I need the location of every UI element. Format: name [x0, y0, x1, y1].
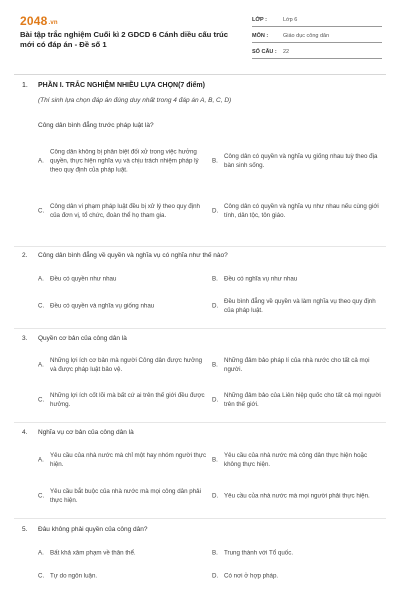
- site-logo[interactable]: [20, 14, 58, 28]
- option-text: Yêu cầu của nhà nước mà chỉ một hay nhóm người thực hiện.: [50, 452, 207, 468]
- question-text: Quyền cơ bản của công dân là: [38, 335, 127, 342]
- section-title-text: PHẦN I. TRẮC NGHIỆM NHIỀU LỰA CHỌN(7 điểm): [38, 82, 205, 89]
- option-c[interactable]: [38, 295, 213, 317]
- question-text: Nghĩa vụ cơ bản của công dân là: [38, 429, 134, 436]
- option-c[interactable]: [38, 192, 213, 230]
- option-text: Những đảm bảo của Liên hiệp quốc cho tất cả mọi người trên thế giới.: [224, 392, 381, 408]
- option-d[interactable]: [212, 389, 387, 411]
- option-b[interactable]: [212, 449, 387, 471]
- option-letter: D.: [212, 302, 219, 310]
- option-letter: B.: [212, 157, 218, 165]
- option-text: Yêu cầu của nhà nước mà mọi người phải thực hiện.: [224, 492, 370, 500]
- info-value: 22: [283, 49, 290, 55]
- question-separator: [14, 422, 386, 423]
- option-letter: B.: [212, 275, 218, 283]
- info-label: MÔN :: [252, 33, 269, 39]
- option-d[interactable]: [212, 192, 387, 230]
- option-a[interactable]: [38, 138, 213, 184]
- option-b[interactable]: [212, 547, 387, 559]
- question-number: 5.: [22, 526, 28, 533]
- question-separator: [14, 246, 386, 247]
- option-letter: A.: [38, 549, 44, 557]
- question-separator: [14, 518, 386, 519]
- option-text: Công dân có quyền và nghĩa vụ giống nhau tuỳ theo địa bàn sinh sống.: [224, 153, 378, 169]
- option-letter: B.: [212, 361, 218, 369]
- option-text: Yêu cầu của nhà nước mà công dân thực hiện hoặc không thực hiện.: [224, 452, 368, 468]
- option-text: Những lợi ích cơ bản mà người Công dân được hưởng và được pháp luật bảo vệ.: [50, 357, 203, 373]
- question-number: 2.: [22, 252, 28, 259]
- info-row-subject: [252, 30, 382, 43]
- option-letter: A.: [38, 456, 44, 464]
- option-c[interactable]: [38, 389, 213, 411]
- option-d[interactable]: [212, 570, 387, 582]
- option-text: Bất khả xâm phạm về thân thể.: [50, 549, 136, 557]
- question-text: Đâu không phải quyền của công dân?: [38, 526, 148, 533]
- option-text: Công dân vi phạm pháp luật đều bị xử lý theo quy định của đơn vị, tổ chức, đoàn thể họ tham gia.: [50, 203, 200, 219]
- option-letter: A.: [38, 275, 44, 283]
- question-number: 3.: [22, 335, 28, 342]
- option-text: Trung thành với Tổ quốc.: [224, 549, 294, 557]
- header: [0, 0, 400, 72]
- option-letter: A.: [38, 361, 44, 369]
- option-d[interactable]: [212, 485, 387, 507]
- info-row-count: [252, 46, 382, 59]
- logo-suffix: .vn: [48, 20, 58, 26]
- option-text: Đều có quyền và nghĩa vụ giống nhau: [50, 302, 155, 310]
- option-letter: C.: [38, 492, 45, 500]
- option-a[interactable]: [38, 354, 213, 376]
- option-b[interactable]: [212, 138, 387, 184]
- document-title: Bài tập trắc nghiệm Cuối kì 2 GDCD 6 Cánh diều cấu trúc mới có đáp án - Đề số 1: [20, 30, 229, 49]
- option-letter: D.: [212, 572, 219, 580]
- section-title: [22, 82, 205, 89]
- question-text: Công dân bình đẳng trước pháp luật là?: [38, 122, 154, 129]
- question-text: Công dân bình đẳng về quyền và nghĩa vụ có nghĩa như thế nào?: [38, 252, 228, 259]
- info-value: Lớp 6: [283, 17, 298, 23]
- option-letter: D.: [212, 207, 219, 215]
- option-text: Công dân không bị phân biệt đối xử trong việc hưởng quyền, thực hiện nghĩa vụ và chịu trách nhiệm pháp lý theo quy định của pháp luật.: [50, 148, 199, 174]
- option-letter: B.: [212, 456, 218, 464]
- info-panel: [252, 14, 382, 62]
- option-letter: C.: [38, 302, 45, 310]
- info-label: LỚP :: [252, 17, 267, 23]
- option-letter: C.: [38, 207, 45, 215]
- section-instruction: (Thí sinh lựa chọn đáp án đúng duy nhất trong 4 đáp án A, B, C, D): [38, 97, 232, 104]
- info-row-class: [252, 14, 382, 27]
- option-d[interactable]: [212, 295, 387, 317]
- option-text: Có nơi ở hợp pháp.: [224, 572, 279, 580]
- info-value: Giáo dục công dân: [283, 33, 330, 39]
- question-number: 4.: [22, 429, 28, 436]
- option-a[interactable]: [38, 273, 213, 285]
- option-letter: A.: [38, 157, 44, 165]
- option-b[interactable]: [212, 273, 387, 285]
- option-text: Đều bình đẳng về quyền và làm nghĩa vụ theo quy định của pháp luật.: [224, 298, 376, 314]
- option-text: Yêu cầu bắt buộc của nhà nước mà mọi công dân phải thực hiện.: [50, 488, 201, 504]
- info-label: SỐ CÂU :: [252, 49, 277, 55]
- option-b[interactable]: [212, 354, 387, 376]
- section-number: 1.: [22, 82, 28, 89]
- option-c[interactable]: [38, 485, 213, 507]
- option-letter: D.: [212, 492, 219, 500]
- header-divider: [14, 74, 386, 75]
- option-text: Tự do ngôn luận.: [50, 572, 98, 580]
- option-c[interactable]: [38, 570, 213, 582]
- option-text: Những lợi ích cốt lõi mà bất cứ ai trên thế giới đều được hưởng.: [50, 392, 205, 408]
- option-letter: C.: [38, 396, 45, 404]
- option-text: Đều có quyền như nhau: [50, 275, 117, 283]
- option-text: Đều có nghĩa vụ như nhau: [224, 275, 298, 283]
- option-letter: C.: [38, 572, 45, 580]
- question-separator: [14, 328, 386, 329]
- option-letter: D.: [212, 396, 219, 404]
- option-a[interactable]: [38, 547, 213, 559]
- option-text: Công dân có quyền và nghĩa vụ như nhau nếu cùng giới tính, dân tộc, tôn giáo.: [224, 203, 379, 219]
- logo-text: 2048: [20, 14, 48, 28]
- option-letter: B.: [212, 549, 218, 557]
- option-text: Những đảm bảo pháp lí của nhà nước cho tất cả mọi người.: [224, 357, 370, 373]
- option-a[interactable]: [38, 449, 213, 471]
